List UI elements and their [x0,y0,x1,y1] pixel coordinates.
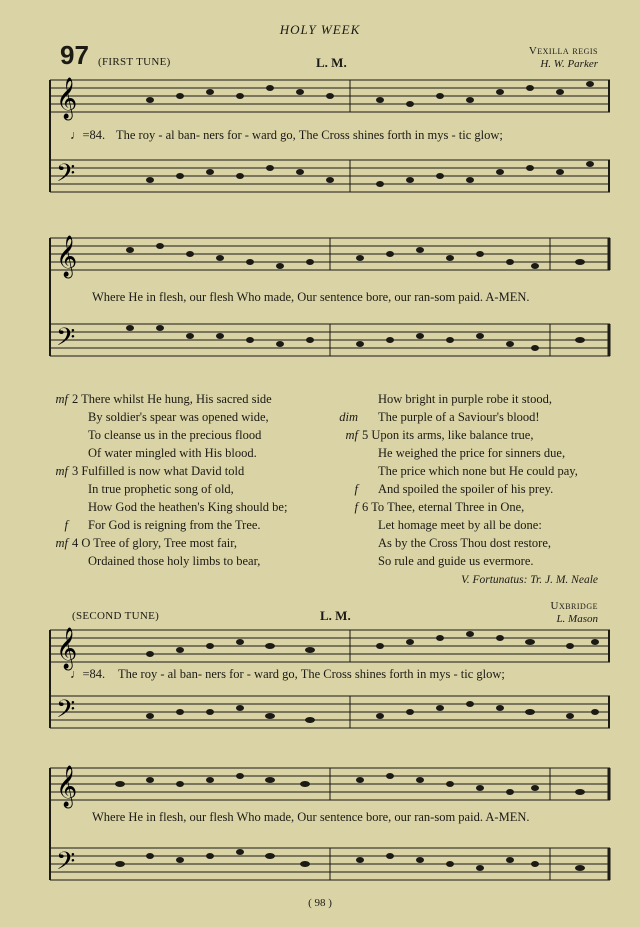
second-tune-tempo: ♩=84. [70,667,106,681]
second-tune-system-2 [50,768,610,888]
hymn-number: 97 [60,40,89,70]
verse-text: In true prophetic song of old, [88,482,234,496]
verse-number: 5 [362,428,369,442]
verse-text: By soldier's spear was opened wide, [88,410,269,424]
verse-text: He weighed the price for sinners due, [378,446,566,460]
verse-text: Of water mingled with His blood. [88,446,257,460]
verses-left-column [42,390,342,570]
svg-text:𝄞: 𝄞 [56,236,78,277]
dynamic-marking: f [354,482,358,496]
verse-line [42,390,342,408]
second-tune-lyric-1: The roy - al ban- ners for - ward go, The Cross shines forth in mys - tic glow; [118,667,505,681]
verse-line [332,444,622,462]
verse-text: O Tree of glory, Tree most fair, [81,536,238,550]
dynamic-marking: mf [345,428,358,442]
svg-text:𝄞: 𝄞 [56,766,78,807]
verse-text: Let homage meet by all be done: [378,518,542,532]
first-tune-name: Vexilla regis [528,45,598,57]
verse-text: For God is reigning from the Tree. [88,518,261,532]
verse-line [42,408,342,426]
verse-line [42,462,342,480]
verse-text: To cleanse us in the precious flood [88,428,262,442]
dynamic-marking: mf [55,392,68,406]
dynamic-marking: mf [55,536,68,550]
verse-text: As by the Cross Thou dost restore, [378,536,552,550]
verse-line [332,408,622,426]
verse-line [42,480,342,498]
verse-line [42,552,342,570]
dynamic-marking: f [354,500,358,514]
verse-line [332,390,622,408]
dynamic-marking: dim [339,410,358,424]
verse-line [332,426,622,444]
second-tune-lyric-2: Where He in flesh, our flesh Who made, Our sentence bore, our ran-som paid. A-MEN. [92,810,530,824]
second-tune-system-1 [50,630,610,750]
verse-text: The purple of a Saviour's blood! [378,410,540,424]
verse-text: Fulfilled is now what David told [81,464,245,478]
first-tune-label: (FIRST TUNE) [98,56,171,68]
verse-text: So rule and guide us evermore. [378,554,534,568]
verse-text: Ordained those holy limbs to bear, [88,554,261,568]
first-tune-tempo: ♩=84. [70,128,106,142]
second-tune-composer: L. Mason [556,613,598,625]
running-head: HOLY WEEK [279,22,361,37]
verse-number: 4 [72,536,79,550]
verse-text: How bright in purple robe it stood, [378,392,552,406]
first-tune-lyric-2: Where He in flesh, our flesh Who made, Our sentence bore, our ran-som paid. A-MEN. [92,290,530,304]
verse-line [332,534,622,552]
first-tune-meter: L. M. [316,55,347,70]
verse-line [42,426,342,444]
verse-text: How God the heathen's King should be; [88,500,288,514]
first-tune-system-1 [50,80,610,210]
verses-right-column [332,390,622,570]
verse-line [332,516,622,534]
verse-line [42,498,342,516]
verse-number: 2 [72,392,79,406]
verse-text: To Thee, eternal Three in One, [371,500,525,514]
dynamic-marking: f [64,518,68,532]
verse-line [332,498,622,516]
text-attribution: V. Fortunatus: Tr. J. M. Neale [461,574,598,586]
svg-text:𝄢: 𝄢 [56,323,76,358]
verse-text: There whilst He hung, His sacred side [81,392,272,406]
page-number: ( 98 ) [308,897,332,909]
verse-number: 6 [362,500,369,514]
svg-text:𝄢: 𝄢 [56,159,76,194]
first-tune-lyric-1: The roy - al ban- ners for - ward go, The Cross shines forth in mys - tic glow; [116,128,503,142]
svg-text:𝄞: 𝄞 [56,78,78,119]
verse-text: Upon its arms, like balance true, [371,428,534,442]
verse-line [332,480,622,498]
second-tune-name: Uxbridge [550,600,598,612]
svg-text:𝄢: 𝄢 [56,695,76,730]
verse-line [42,534,342,552]
verse-line [332,462,622,480]
svg-text:𝄢: 𝄢 [56,847,76,882]
verse-line [42,444,342,462]
verse-text: The price which none but He could pay, [378,464,578,478]
verse-line [42,516,342,534]
first-tune-composer: H. W. Parker [540,58,598,70]
second-tune-meter: L. M. [320,608,351,623]
dynamic-marking: mf [55,464,68,478]
verse-number: 3 [72,464,79,478]
svg-text:𝄞: 𝄞 [56,628,78,669]
verse-text: And spoiled the spoiler of his prey. [378,482,554,496]
second-tune-label: (SECOND TUNE) [72,610,160,622]
verse-line [332,552,622,570]
